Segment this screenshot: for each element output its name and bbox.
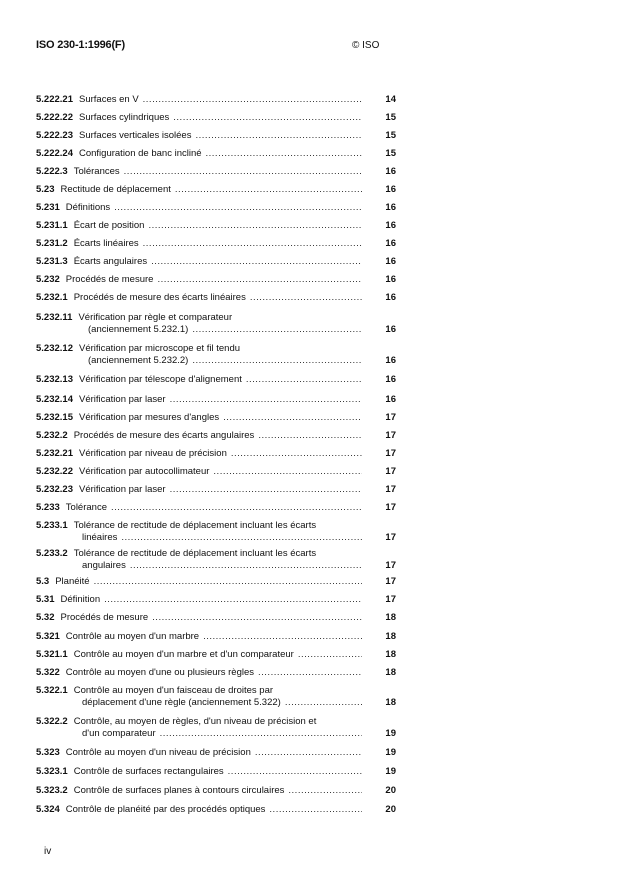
toc-entry-page: 18 (385, 649, 396, 660)
toc-entry-title: Procédés de mesure (60, 612, 149, 623)
toc-entry-number: 5.321.1 (36, 649, 68, 660)
toc-entry-page: 17 (385, 594, 396, 605)
toc-entry-page: 15 (385, 130, 396, 141)
toc-entry-number: 5.232.21 (36, 448, 73, 459)
toc-entry-title: Écarts angulaires (73, 256, 148, 267)
toc-entry-title: Tolérance (65, 502, 107, 513)
toc-entry-number: 5.222.21 (36, 94, 73, 105)
dot-leader (298, 649, 362, 661)
toc-entry[interactable] (36, 448, 396, 460)
dot-leader (228, 766, 362, 778)
toc-entry-number: 5.321 (36, 631, 60, 642)
toc-entry-title: Procédés de mesure (65, 274, 154, 285)
dot-leader (192, 355, 362, 367)
toc-entry-title: Contrôle au moyen d'un faisceau de droites par (73, 685, 274, 696)
toc-entry-number: 5.222.22 (36, 112, 73, 123)
toc-entry-page: 15 (385, 148, 396, 159)
toc-entry-page: 16 (385, 256, 396, 267)
dot-leader (121, 532, 362, 544)
toc-entry-page: 18 (385, 697, 396, 708)
toc-entry-title: Vérification par microscope et fil tendu (78, 343, 241, 354)
toc-entry-title: Contrôle au moyen d'un marbre (65, 631, 200, 642)
toc-entry-title: Contrôle au moyen d'une ou plusieurs règles (65, 667, 255, 678)
toc-entry-title: linéaires (82, 532, 118, 543)
toc-entry-page: 16 (385, 394, 396, 405)
toc-entry-title: Vérification par niveau de précision (78, 448, 227, 459)
toc-entry-number: 5.233.2 (36, 548, 68, 559)
dot-leader (143, 238, 362, 250)
toc-entry-number: 5.322.1 (36, 685, 68, 696)
toc-entry-page: 16 (385, 166, 396, 177)
toc-entry-title: Procédés de mesure des écarts linéaires (73, 292, 246, 303)
toc-entry-page: 14 (385, 94, 396, 105)
dot-leader (157, 274, 362, 286)
toc-entry-title: Vérification par mesures d'angles (78, 412, 220, 423)
toc-entry-title: Contrôle au moyen d'un marbre et d'un comparateur (73, 649, 294, 660)
toc-entry[interactable] (36, 412, 396, 424)
toc-entry-title: Tolérance de rectitude de déplacement incluant les écarts (73, 548, 317, 559)
dot-leader (288, 785, 362, 797)
toc-entry-number: 5.231.1 (36, 220, 68, 231)
toc-entry-page: 18 (385, 631, 396, 642)
toc-entry-title: Vérification par règle et comparateur (78, 312, 233, 323)
toc-entry-page: 16 (385, 324, 396, 335)
toc-entry-number: 5.232.13 (36, 374, 73, 385)
toc-entry-title: d'un comparateur (82, 728, 156, 739)
toc-entry-number: 5.322.2 (36, 716, 68, 727)
dot-leader (175, 184, 362, 196)
toc-entry-number: 5.231 (36, 202, 60, 213)
toc-entry-number: 5.222.24 (36, 148, 73, 159)
toc-entry-title: Surfaces en V (78, 94, 139, 105)
toc-entry-page: 18 (385, 612, 396, 623)
toc-entry[interactable] (36, 256, 396, 268)
toc-entry[interactable] (36, 374, 396, 386)
toc-entry-title: déplacement d'une règle (anciennement 5.322) (82, 697, 281, 708)
toc-entry-title: Définitions (65, 202, 111, 213)
toc-entry-page: 17 (385, 576, 396, 587)
toc-entry-page: 16 (385, 292, 396, 303)
toc-entry-page: 17 (385, 532, 396, 543)
toc-entry-page: 20 (385, 804, 396, 815)
toc-entry-number: 5.222.23 (36, 130, 73, 141)
toc-entry-number: 5.232.1 (36, 292, 68, 303)
toc-entry[interactable] (36, 612, 396, 624)
toc-entry-page: 20 (385, 785, 396, 796)
dot-leader (203, 631, 362, 643)
toc-entry-page: 16 (385, 220, 396, 231)
toc-entry[interactable] (36, 184, 396, 196)
toc-entry-title: angulaires (82, 560, 126, 571)
toc-entry-number: 5.232.23 (36, 484, 73, 495)
toc-entry[interactable] (36, 430, 396, 442)
dot-leader (130, 560, 362, 572)
toc-entry[interactable] (36, 785, 396, 797)
toc-entry[interactable] (36, 343, 396, 367)
toc-entry-number: 5.232 (36, 274, 60, 285)
toc-entry[interactable] (36, 148, 396, 160)
toc-entry-number: 5.324 (36, 804, 60, 815)
toc-entry-page: 17 (385, 502, 396, 513)
toc-entry-page: 17 (385, 560, 396, 571)
toc-entry[interactable] (36, 685, 396, 709)
dot-leader (285, 697, 362, 709)
toc-entry[interactable] (36, 576, 396, 588)
toc-entry-title: (anciennement 5.232.1) (88, 324, 189, 335)
dot-leader (258, 667, 362, 679)
toc-entry-page: 17 (385, 412, 396, 423)
toc-entry-title: Rectitude de déplacement (60, 184, 171, 195)
toc-entry[interactable] (36, 130, 396, 142)
copyright-notice: © ISO (352, 40, 380, 51)
toc-entry[interactable] (36, 502, 396, 514)
dot-leader (104, 594, 362, 606)
toc-entry-title: Planéité (55, 576, 90, 587)
toc-entry-title: Procédés de mesure des écarts angulaires (73, 430, 255, 441)
toc-entry-title: Contrôle au moyen d'un niveau de précision (65, 747, 251, 758)
dot-leader (231, 448, 362, 460)
toc-entry[interactable] (36, 804, 396, 816)
toc-entry-number: 5.323.2 (36, 785, 68, 796)
dot-leader (160, 728, 362, 740)
toc-entry-title: Vérification par laser (78, 484, 166, 495)
toc-entry-page: 16 (385, 274, 396, 285)
toc-entry-number: 5.323.1 (36, 766, 68, 777)
toc-entry[interactable] (36, 548, 396, 572)
toc-entry-page: 19 (385, 728, 396, 739)
dot-leader (192, 324, 362, 336)
toc-entry[interactable] (36, 466, 396, 478)
toc-entry-title: Contrôle de planéité par des procédés optiques (65, 804, 266, 815)
page-number: iv (44, 846, 52, 857)
dot-leader (223, 412, 362, 424)
toc-entry[interactable] (36, 238, 396, 250)
toc-entry[interactable] (36, 484, 396, 496)
toc-entry-title: Vérification par laser (78, 394, 166, 405)
toc-entry-number: 5.231.2 (36, 238, 68, 249)
toc-entry-number: 5.232.11 (36, 312, 73, 323)
toc-entry[interactable] (36, 747, 396, 759)
dot-leader (269, 804, 362, 816)
toc-entry-number: 5.32 (36, 612, 55, 623)
toc-entry-number: 5.232.2 (36, 430, 68, 441)
toc-entry[interactable] (36, 649, 396, 661)
toc-entry-title: Définition (60, 594, 101, 605)
toc-entry[interactable] (36, 312, 396, 336)
dot-leader (195, 130, 362, 142)
toc-entry-number: 5.232.12 (36, 343, 73, 354)
toc-entry-title: Tolérance de rectitude de déplacement incluant les écarts (73, 520, 317, 531)
toc-entry-number: 5.232.14 (36, 394, 73, 405)
toc-entry-number: 5.232.22 (36, 466, 73, 477)
toc-entry-title: Contrôle, au moyen de règles, d'un niveau de précision et (73, 716, 317, 727)
dot-leader (213, 466, 362, 478)
toc-entry-title: (anciennement 5.232.2) (88, 355, 189, 366)
dot-leader (250, 292, 362, 304)
toc-entry-number: 5.233 (36, 502, 60, 513)
toc-entry[interactable] (36, 202, 396, 214)
dot-leader (170, 484, 362, 496)
dot-leader (258, 430, 362, 442)
toc-entry-page: 16 (385, 184, 396, 195)
toc-entry[interactable] (36, 594, 396, 606)
toc-entry-title: Vérification par télescope d'alignement (78, 374, 242, 385)
toc-entry[interactable] (36, 716, 396, 740)
toc-entry[interactable] (36, 112, 396, 124)
dot-leader (151, 256, 362, 268)
toc-entry[interactable] (36, 274, 396, 286)
toc-entry-title: Tolérances (73, 166, 120, 177)
dot-leader (124, 166, 362, 178)
toc-entry-page: 18 (385, 667, 396, 678)
toc-entry-number: 5.233.1 (36, 520, 68, 531)
toc-entry-page: 16 (385, 355, 396, 366)
dot-leader (255, 747, 362, 759)
toc-entry-title: Écart de position (73, 220, 145, 231)
toc-entry-page: 17 (385, 430, 396, 441)
dot-leader (148, 220, 362, 232)
dot-leader (170, 394, 362, 406)
toc-entry-number: 5.322 (36, 667, 60, 678)
dot-leader (143, 94, 362, 106)
toc-entry[interactable] (36, 394, 396, 406)
toc-entry-page: 15 (385, 112, 396, 123)
toc-entry-number: 5.231.3 (36, 256, 68, 267)
dot-leader (94, 576, 362, 588)
document-identifier: ISO 230-1:1996(F) (36, 39, 125, 51)
toc-entry[interactable] (36, 166, 396, 178)
toc-entry-title: Contrôle de surfaces rectangulaires (73, 766, 224, 777)
toc-entry-number: 5.222.3 (36, 166, 68, 177)
toc-entry-number: 5.323 (36, 747, 60, 758)
toc-entry-title: Surfaces cylindriques (78, 112, 170, 123)
toc-entry-page: 17 (385, 448, 396, 459)
toc-entry[interactable] (36, 292, 396, 304)
dot-leader (114, 202, 362, 214)
toc-entry-title: Vérification par autocollimateur (78, 466, 210, 477)
toc-entry-page: 17 (385, 466, 396, 477)
toc-entry-number: 5.23 (36, 184, 55, 195)
toc-entry-title: Configuration de banc incliné (78, 148, 202, 159)
toc-entry-page: 16 (385, 202, 396, 213)
dot-leader (206, 148, 362, 160)
dot-leader (152, 612, 362, 624)
toc-entry-page: 19 (385, 766, 396, 777)
toc-entry[interactable] (36, 220, 396, 232)
toc-entry-title: Contrôle de surfaces planes à contours circulaires (73, 785, 285, 796)
toc-entry-number: 5.232.15 (36, 412, 73, 423)
toc-entry-number: 5.31 (36, 594, 55, 605)
dot-leader (246, 374, 362, 386)
toc-entry-page: 19 (385, 747, 396, 758)
dot-leader (111, 502, 362, 514)
toc-entry-page: 16 (385, 374, 396, 385)
toc-entry-number: 5.3 (36, 576, 50, 587)
toc-entry[interactable] (36, 631, 396, 643)
dot-leader (173, 112, 362, 124)
toc-entry-page: 16 (385, 238, 396, 249)
toc-entry-title: Écarts linéaires (73, 238, 139, 249)
toc-entry[interactable] (36, 667, 396, 679)
toc-entry-title: Surfaces verticales isolées (78, 130, 192, 141)
toc-entry-page: 17 (385, 484, 396, 495)
toc-entry[interactable] (36, 94, 396, 106)
toc-entry[interactable] (36, 766, 396, 778)
toc-entry[interactable] (36, 520, 396, 544)
